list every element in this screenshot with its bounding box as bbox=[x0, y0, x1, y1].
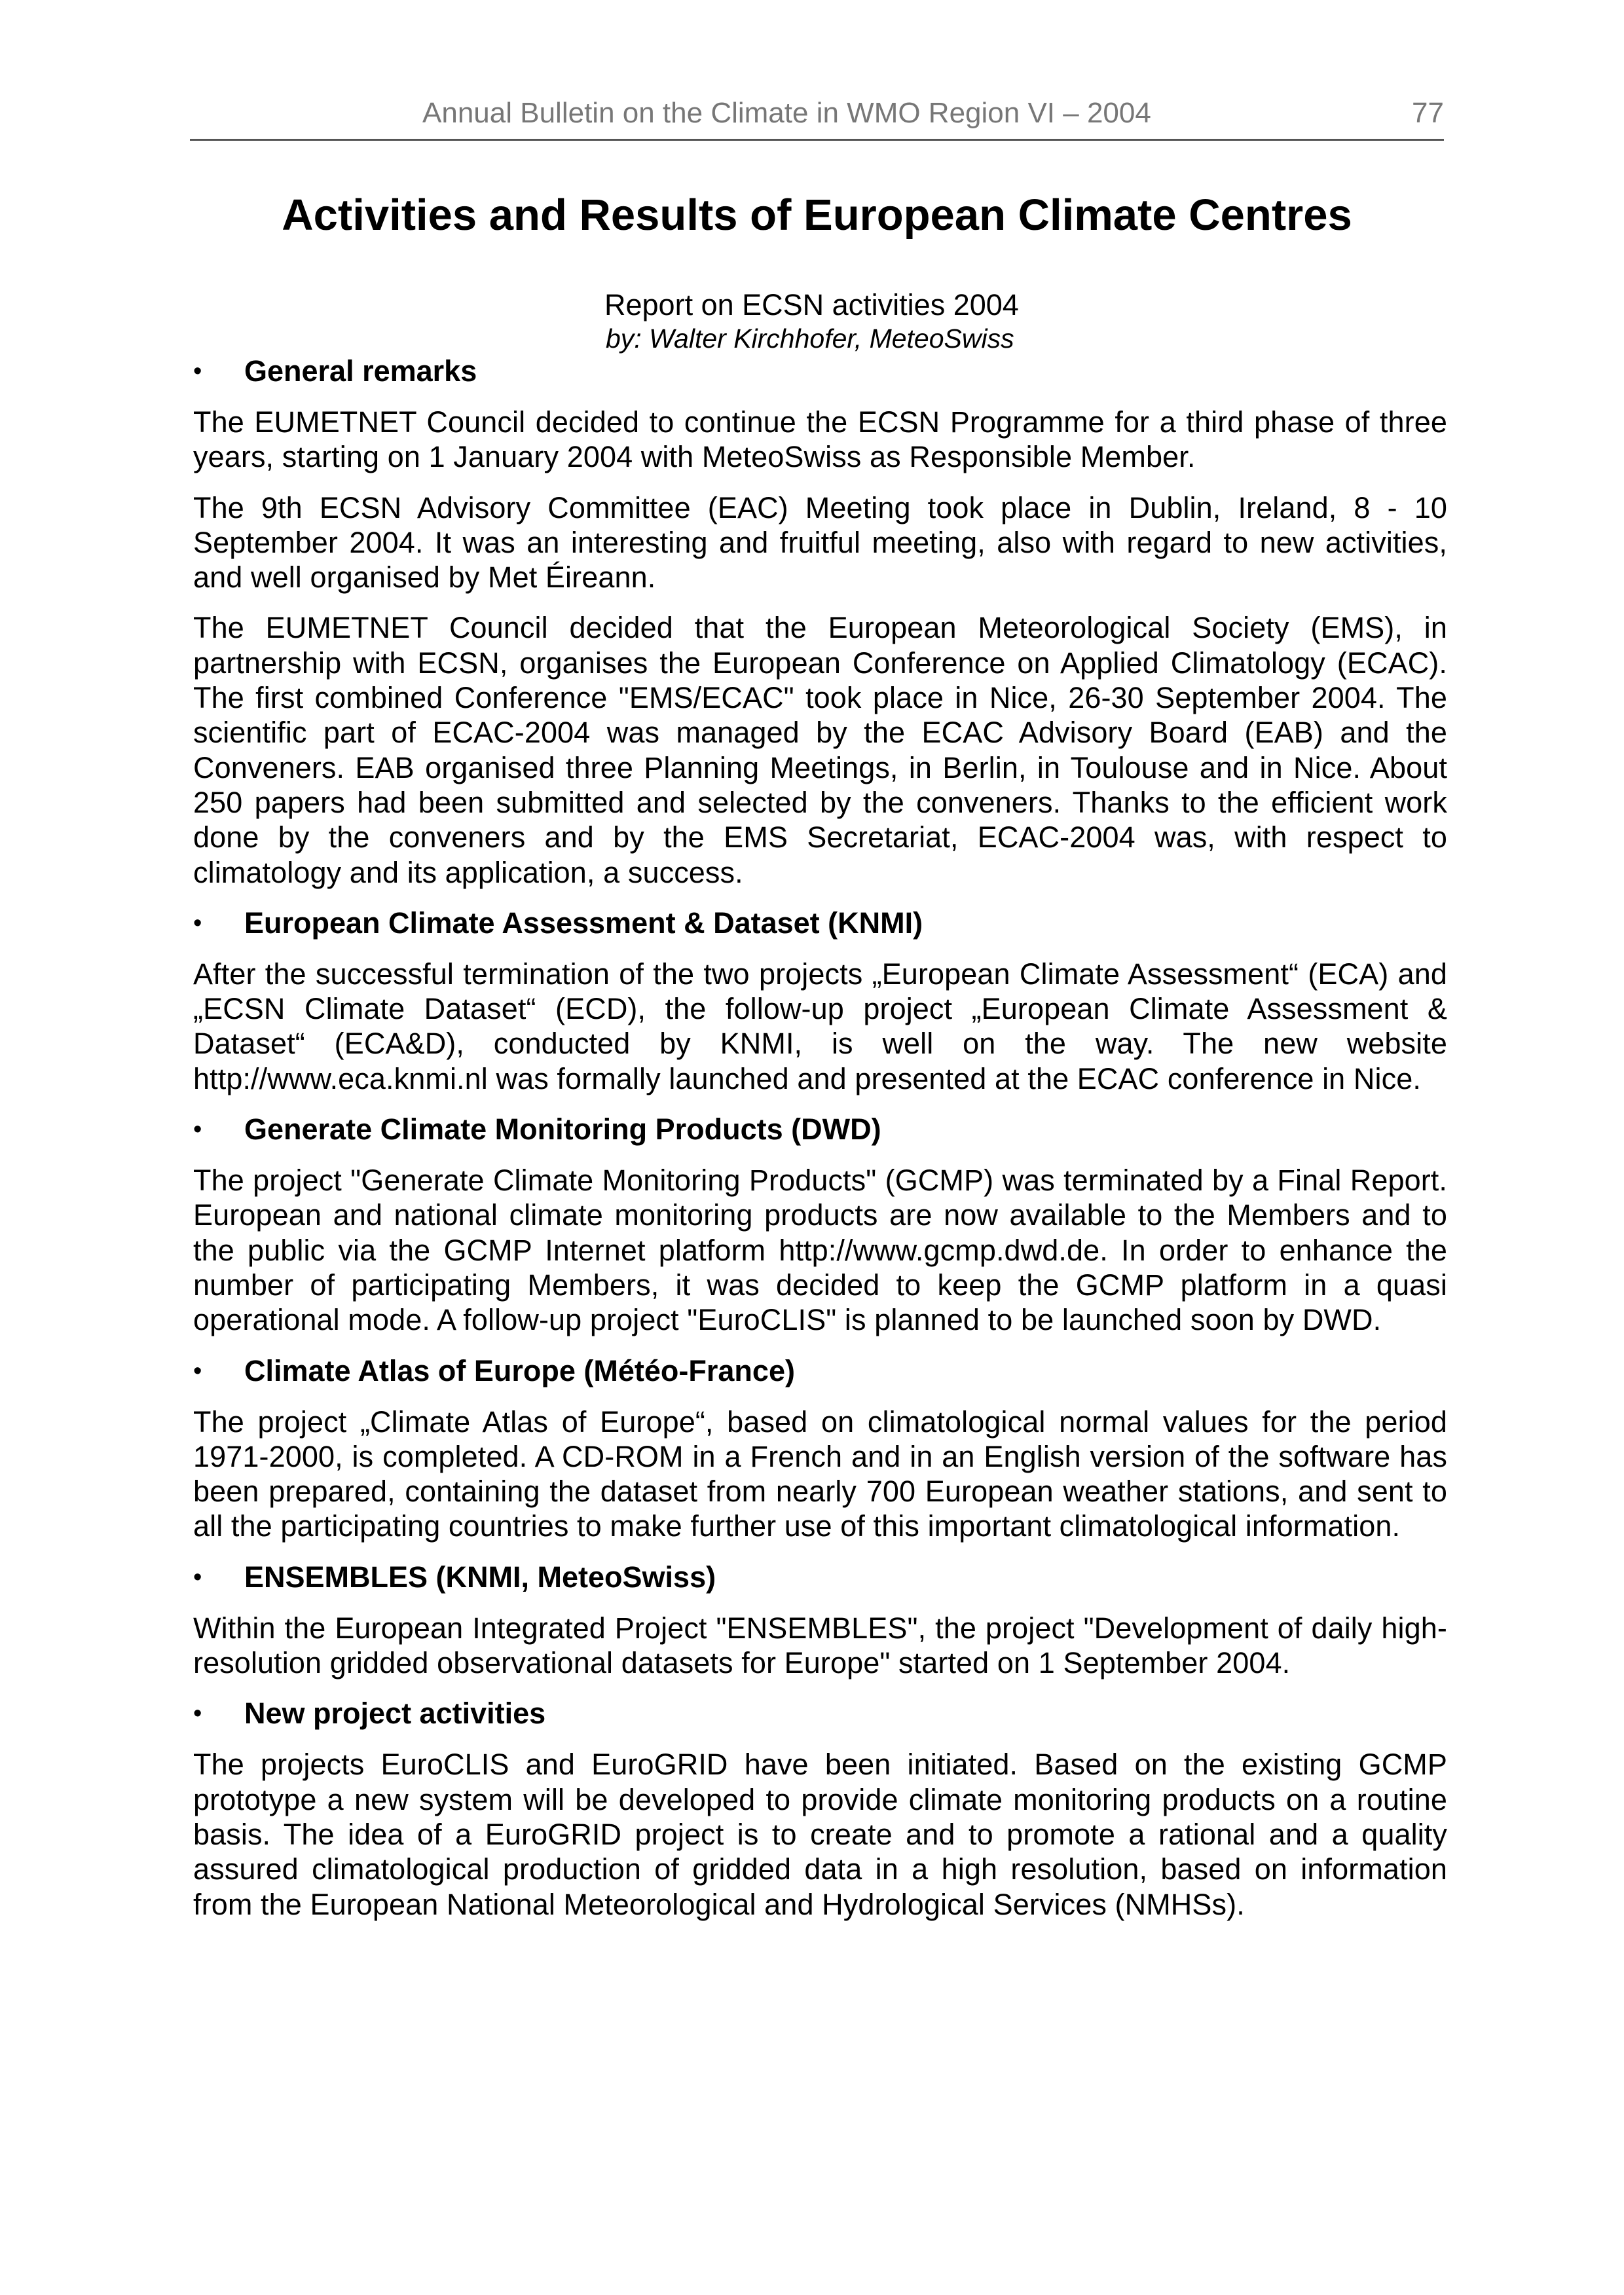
section-heading bbox=[193, 1353, 1447, 1389]
bullet-icon: • bbox=[193, 1700, 202, 1728]
bullet-icon: • bbox=[193, 1116, 202, 1144]
body-paragraph: Within the European Integrated Project "ENSEMBLES", the project "Development of daily high-resolution gridded observational datasets for Europe" started on 1 September 2004. bbox=[193, 1611, 1447, 1680]
section-heading bbox=[193, 354, 1447, 389]
body-paragraph: After the successful termination of the two projects „European Climate Assessment“ (ECA) and „ECSN Climate Dataset“ (ECD), the follow-up project „European Climate Assessment & Dataset“ (ECA&D), conducted by KNMI, is well on the way. The new website http://www.eca.knmi.nl was formally launched and presented at the ECAC conference in Nice. bbox=[193, 957, 1447, 1095]
section-heading-text: Generate Climate Monitoring Products (DWD) bbox=[244, 1112, 881, 1147]
section-heading-text: New project activities bbox=[244, 1697, 546, 1731]
section-heading-text: ENSEMBLES (KNMI, MeteoSwiss) bbox=[244, 1560, 716, 1594]
document-body bbox=[193, 354, 1447, 1937]
running-header-title: Annual Bulletin on the Climate in WMO Region VI – 2004 bbox=[422, 97, 1151, 129]
bullet-icon: • bbox=[193, 1563, 202, 1591]
section-heading bbox=[193, 906, 1447, 941]
page-header bbox=[190, 92, 1444, 141]
section-heading bbox=[193, 1696, 1447, 1731]
bullet-icon: • bbox=[193, 909, 202, 937]
section-heading bbox=[193, 1560, 1447, 1595]
body-paragraph: The project "Generate Climate Monitoring Products" (GCMP) was terminated by a Final Report. European and national climate monitoring products are now available to the Members and to the public via the GCMP Internet platform http://www.gcmp.dwd.de. In order to enhance the number of participating Members, it was decided to keep the GCMP platform in a quasi operational mode. A follow-up project "EuroCLIS" is planned to be launched soon by DWD. bbox=[193, 1164, 1447, 1337]
body-paragraph: The EUMETNET Council decided that the European Meteorological Society (EMS), in partnership with ECSN, organises the European Conference on Applied Climatology (ECAC). The first combined Conference "EMS/ECAC" took place in Nice, 26-30 September 2004. The scientific part of ECAC-2004 was managed by the ECAC Advisory Board (EAB) and the Conveners. EAB organised three Planning Meetings, in Berlin, in Toulouse and in Nice. About 250 papers had been submitted and selected by the conveners. Thanks to the efficient work done by the conveners and by the EMS Secretariat, ECAC-2004 was, with respect to climatology and its application, a success. bbox=[193, 611, 1447, 889]
body-paragraph: The 9th ECSN Advisory Committee (EAC) Meeting took place in Dublin, Ireland, 8 - 10 September 2004. It was an interesting and fruitful meeting, also with regard to new activities, and well organised by Met Éireann. bbox=[193, 490, 1447, 595]
body-paragraph: The projects EuroCLIS and EuroGRID have been initiated. Based on the existing GCMP prototype a new system will be developed to provide climate monitoring products on a routine basis. The idea of a EuroGRID project is to create and to promote a rational and a quality assured climatological production of gridded data in a high resolution, based on information from the European National Meteorological and Hydrological Services (NMHSs). bbox=[193, 1748, 1447, 1921]
report-author: by: Walter Kirchhofer, MeteoSwiss bbox=[606, 323, 1014, 354]
page-number: 77 bbox=[1412, 97, 1444, 129]
body-paragraph: The EUMETNET Council decided to continue the ECSN Programme for a third phase of three years, starting on 1 January 2004 with MeteoSwiss as Responsible Member. bbox=[193, 405, 1447, 474]
bullet-icon: • bbox=[193, 358, 202, 385]
bullet-icon: • bbox=[193, 1357, 202, 1385]
report-title: Report on ECSN activities 2004 bbox=[604, 288, 1019, 321]
section-heading-text: European Climate Assessment & Dataset (KNMI) bbox=[244, 906, 923, 940]
document-title: Activities and Results of European Climate Centres bbox=[282, 191, 1352, 240]
section-heading-text: General remarks bbox=[244, 354, 477, 388]
body-paragraph: The project „Climate Atlas of Europe“, based on climatological normal values for the period 1971-2000, is completed. A CD-ROM in a French and in an English version of the software has been prepared, containing the dataset from nearly 700 European weather stations, and sent to all the participating countries to make further use of this important climatological information. bbox=[193, 1405, 1447, 1543]
section-heading bbox=[193, 1112, 1447, 1147]
section-heading-text: Climate Atlas of Europe (Météo-France) bbox=[244, 1353, 795, 1387]
